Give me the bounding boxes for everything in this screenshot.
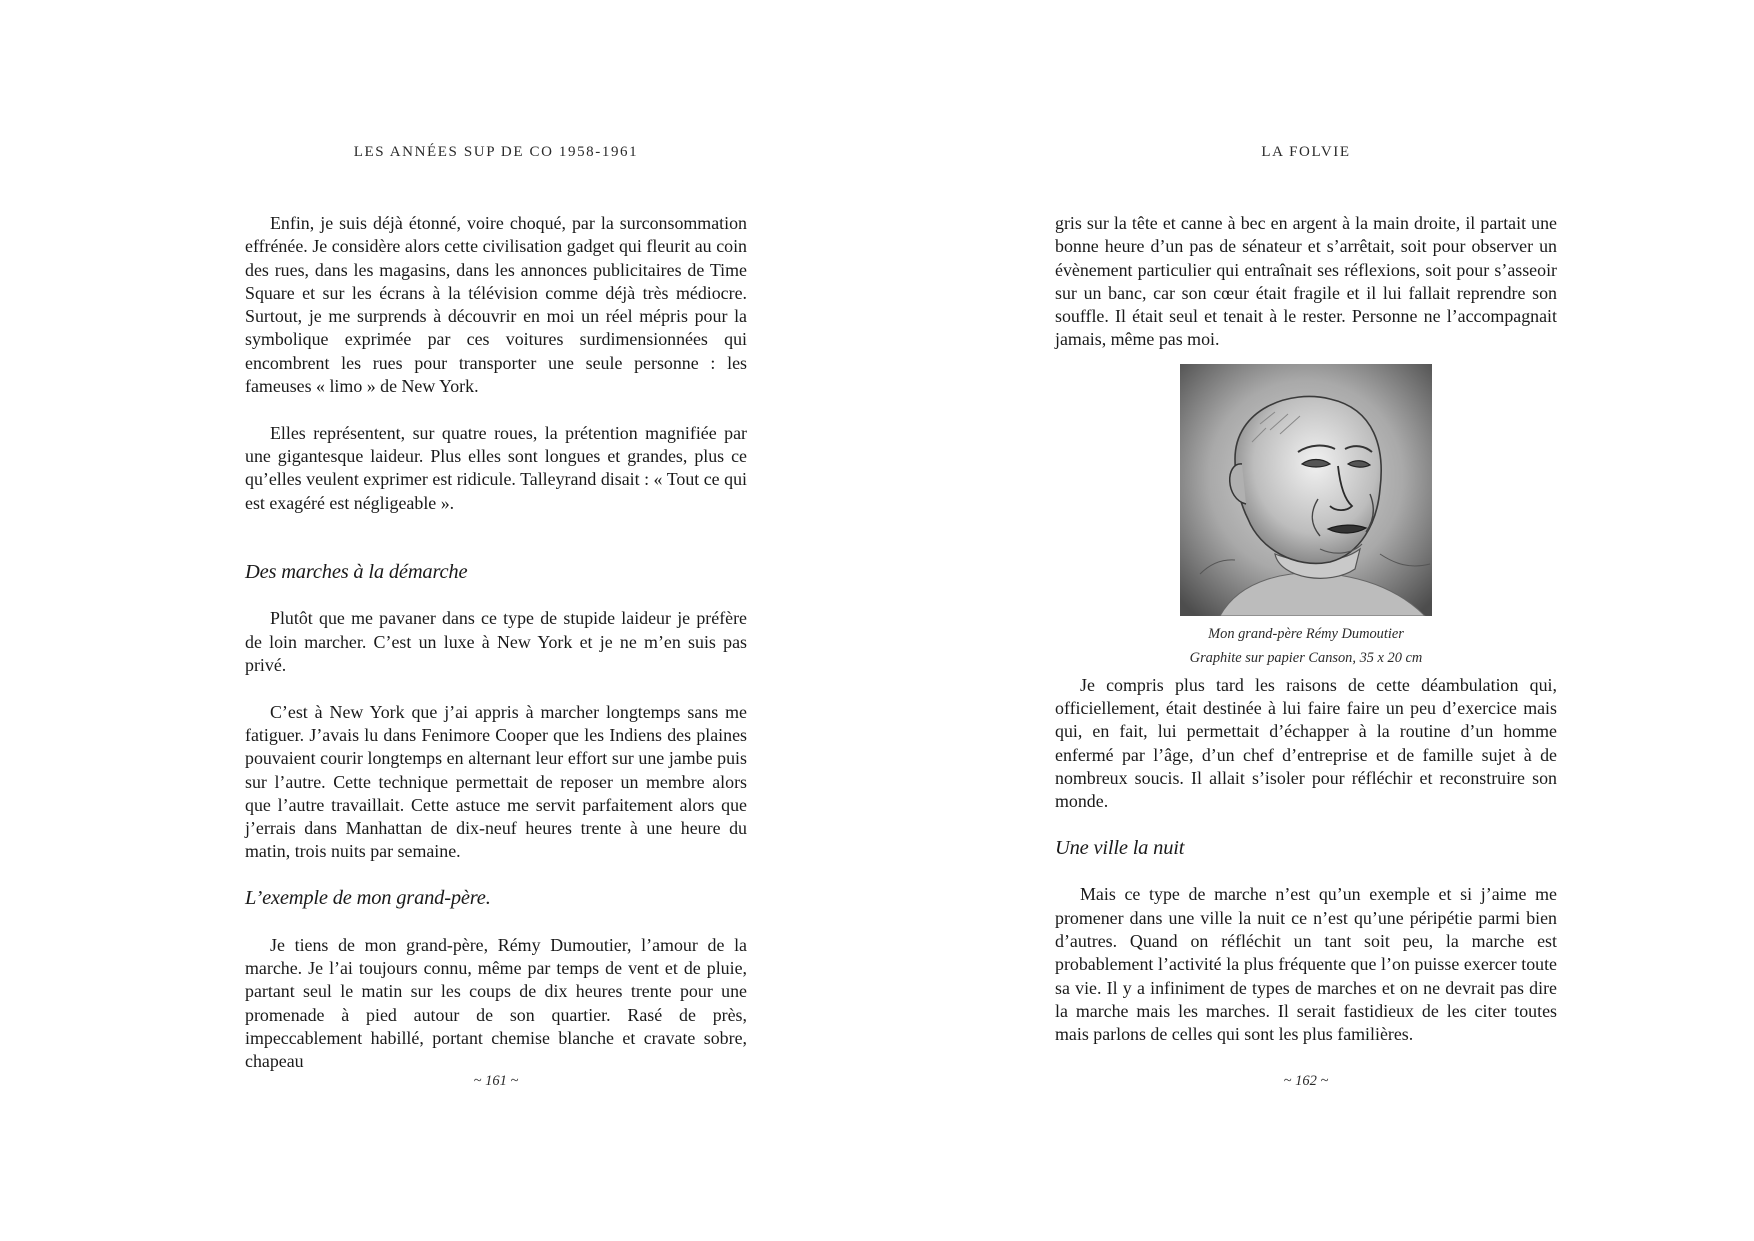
figure-caption-medium: Graphite sur papier Canson, 35 x 20 cm [1189, 649, 1423, 666]
section-heading: L’exemple de mon grand-père. [245, 887, 491, 910]
paragraph: Enfin, je suis déjà étonné, voire choqué, par la surconsommation effrénée. Je considère alors cette civilisation gadget qui fleurit au coin des rues, dans les magasins, dans les annonces publicitaires de Time Square et sur les écrans à la télévision comme déjà très médiocre. Surtout, je me surprends à découvrir en moi un réel mépris pour la symbolique exprimée par ces voitures surdimensionnées qui encombrent les rues pour transporter une seule personne : les fameuses « limo » de New York. [245, 213, 747, 397]
section-heading: Une ville la nuit [1055, 836, 1185, 859]
right-page [877, 0, 1754, 1241]
running-head-left: LES ANNÉES SUP DE CO 1958-1961 [353, 144, 639, 160]
paragraph: Elles représentent, sur quatre roues, la prétention magnifiée par une gigantesque laideur. Plus elles sont longues et grandes, plus ce qu’elles veulent exprimer est ridicule. Talleyrand disait : « Tout ce qui est exagéré est négligeable ». [245, 422, 747, 513]
portrait-figure [1179, 364, 1433, 670]
paragraph: Plutôt que me pavaner dans ce type de stupide laideur je préfère de loin marcher. C’est un luxe à New York et je ne m’en suis pas privé. [245, 608, 747, 676]
running-head-right: LA FOLVIE [1261, 144, 1351, 160]
figure-caption-title: Mon grand-père Rémy Dumoutier [1208, 625, 1404, 642]
portrait-drawing [1180, 364, 1432, 616]
paragraph: C’est à New York que j’ai appris à marcher longtemps sans me fatiguer. J’avais lu dans Fenimore Cooper que les Indiens des plaines pouvaient courir longtemps en alternant leur effort sur une jambe puis sur l’autre. Cette technique permettait de reposer un membre alors que l’autre travaillait. Cette astuce me servit parfaitement alors que j’errais dans Manhattan de dix-neuf heures trente à une heure du matin, trois nuits par semaine. [245, 701, 747, 862]
paragraph: gris sur la tête et canne à bec en argent à la main droite, il partait une bonne heure d’un pas de sénateur et s’arrêtait, soit pour observer un évènement particulier qui entraînait ses réflexions, soit pour s’asseoir sur un banc, car son cœur était fragile et il lui fallait reprendre son souffle. Il était seul et tenait à le rester. Personne ne l’accompagnait jamais, même pas moi. [1055, 213, 1557, 350]
left-text-block [245, 212, 747, 1073]
paragraph: Je compris plus tard les raisons de cette déambulation qui, officiellement, était destinée à lui faire faire un peu d’exercice mais qui, en fait, lui permettait d’échapper à la routine d’un homme enfermé par l’âge, d’un chef d’entreprise et de famille sujet à de nombreux soucis. Il allait s’isoler pour réfléchir et reconstruire son monde. [1055, 674, 1557, 812]
paragraph: Je tiens de mon grand-père, Rémy Dumoutier, l’amour de la marche. Je l’ai toujours connu, même par temps de vent et de pluie, partant seul le matin sur les coups de dix heures trente pour une promenade à pied autour de son quartier. Rasé de près, impeccablement habillé, portant chemise blanche et cravate sobre, chapeau [245, 934, 747, 1072]
right-text-block [1055, 212, 1557, 1047]
section-heading: Des marches à la démarche [245, 560, 468, 583]
page-number-right: ~ 162 ~ [1283, 1073, 1329, 1089]
paragraph: Mais ce type de marche n’est qu’un exemple et si j’aime me promener dans une ville la nuit ce n’est qu’une péripétie parmi bien d’autres. Quand on réfléchit un tant soit peu, la marche est probablement l’activité la plus fréquente que l’on puisse exercer toute sa vie. Il y a infiniment de types de marches et on ne devrait pas dire la marche mais les marches. Il serait fastidieux de les citer toutes mais parlons de celles qui sont les plus familières. [1055, 884, 1557, 1045]
page-number-left: ~ 161 ~ [473, 1073, 519, 1089]
